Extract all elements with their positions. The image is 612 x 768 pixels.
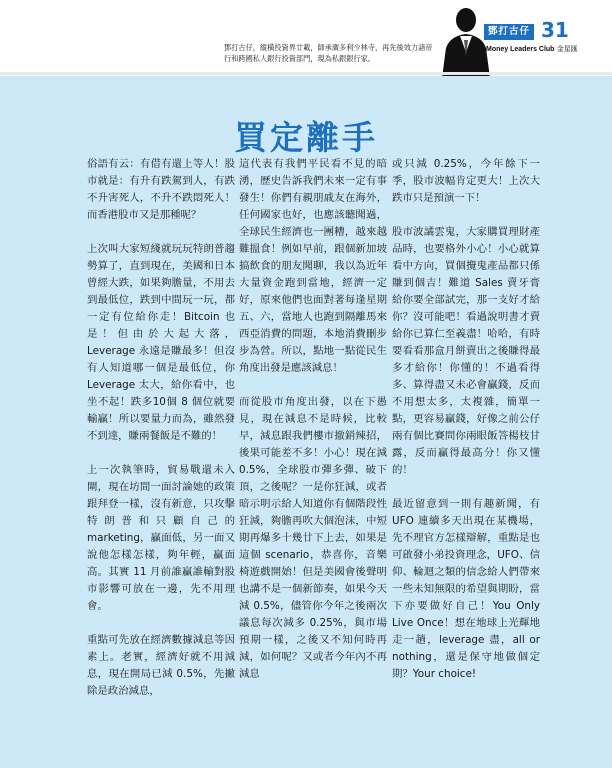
paragraph: 上一次執筆時，貿易戰還未入閘，現在坊間一面討論她的政策跟拜登一樣，沒有新意，只攻擊特朗普和只顧自己的 marketing，贏面低，另一面又說他怎樣怎樣，夠年輕，贏面高。其實 11 月前誰贏誰輸對股市影響可放在一邊，先不用理會。 xyxy=(87,464,235,612)
paragraph: 上次叫大家短綫就玩玩特朗普趨勢算了，直到現在，美國和日本曾經大跌，如果夠膽量，不用去到最低位，跌到中間玩一玩，都一定有位給你走！Bitcoin 也是！但由於大起大落，Leverage 永遠是賺最多！但沒有人知道哪一個是最低位，你 Leverage 太大，給你看中，也坐不起！跌多10個 8 個位就要輸贏！所以要量力而為，雖然發不到達，賺兩餐飯是不難的！ xyxy=(87,243,235,442)
column-tag: 鄧打古仔 xyxy=(484,24,534,40)
paragraph: 或只減 0.25%，今年餘下一季，股市波幅肯定更大！上次大跌市只是預演一下！ xyxy=(392,158,540,204)
paragraph: 而從股市角度出發，以在下愚見，現在減息不是時候，比較早，減息跟我們樓市撤銷辣招，後果可能差不多！小心！現在減 0.5%，全球股市彈多彈、破下頂，之後呢？一是你狂減，或者暗示明示給人知道你有個階段性狂減，夠膽再吹大個泡沫，中短期再爆多十幾廿下上去，如果是這個 scenario，恭喜你，音樂椅遊戲開始！但是美國會後聲明也講不是一個新節奏，如果今天減 0.5%，儘管你今年之後兩次議息每次減多 0.25%，與市場預期一樣，之後又不知何時再減，如何呢？又或者今年內不再減息 xyxy=(239,396,387,680)
paragraph: 俗語有云：有借有還上等人！股市就是：有升有跌駕到人，有跌不升害死人，不升不跌悶死人！而香港股市又是那種呢？ xyxy=(87,158,235,221)
header-rule xyxy=(0,72,612,75)
paragraph: 最近留意到一則有趣新聞，有 UFO 連續多天出現在某機場，先不理官方怎樣辯解，重點是也可啟發小弟投資理念，UFO、信仰、輪迴之類的信念給人們帶來一些未知無限的希望與期盼，當下亦要做好自己！You Only Live Once！想在地球上光輝地走一趟，leverage 盡，all or nothing，還是保守地做個定期？Your choice! xyxy=(392,498,540,680)
article-title: 買定離手 xyxy=(234,118,378,157)
club-name-zh: 金星匯 xyxy=(556,45,578,53)
club-name xyxy=(486,44,578,54)
paragraph: 重點可先放在經濟數據減息等因素上。老實，經濟好就不用減息，現在開局已減 0.5%，先撇除是政治減息， xyxy=(87,634,235,697)
page-header xyxy=(0,0,612,78)
page-number: 31 xyxy=(541,18,569,42)
article-column-3 xyxy=(392,156,540,700)
paragraph: 股市波譎雲鬼，大家購買理財產品時，也要格外小心！小心就算看中方向，買個攪鬼產品都只係賺到個吉！難道 Sales 賣牙膏給你要全部試完，那一支好才給你？沒可能吧！看過說明書才賣給你已算仁至義盡！哈哈，有時要看看那盒月餅賣出之後賺得最多才給你！你懂的！不過看得多、算得盡又未必會贏錢，反而不用想太多，太複雜，簡單一點，更容易贏錢，好像之前公仔兩有個比賽問你兩眼飯答楊枝甘露，反而贏得最高分！你又懂的！ xyxy=(392,226,540,476)
article-column-2 xyxy=(239,156,387,700)
article-column-1 xyxy=(87,156,235,717)
author-bio: 鄧打古仔，縱橫投資界廿載，師承廣多利少林寺，再先後效力諸帝行和跨國私人銀行投資部門，現為私銀銀行家。 xyxy=(224,43,433,63)
paragraph: 這代表有我們平民看不見的暗湧，歷史告訴我們未來一定有事發生！你們有親朋戚友在海外，任何國家也好，也應該聽聞過，全球民生經濟也一團糟，越來越難搵食！例如早前，跟個新加坡搞飲食的朋友聞聊，我以為近年大量資金跑到當地，經濟一定好，原來他們也面對著每逢星期五、六，當地人也跑到隔離馬來西亞消費的問題，本地消費刪步步為營。所以，點地一點從民生角度出發是應該減息！ xyxy=(239,158,387,374)
club-name-en: Money Leaders Club xyxy=(486,46,555,53)
